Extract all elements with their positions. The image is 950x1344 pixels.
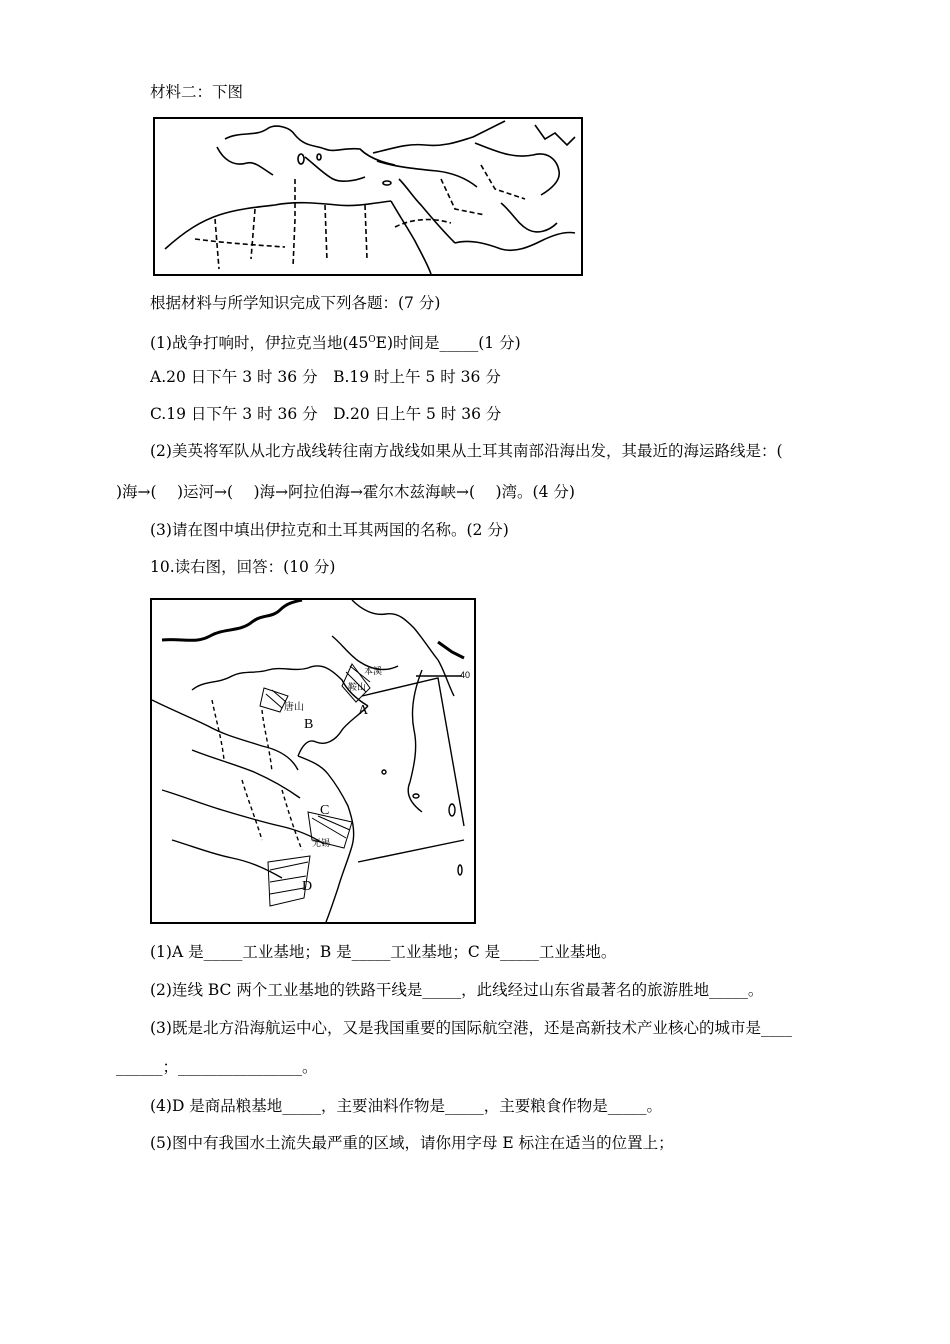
q10-part4: (4)D 是商品粮基地_____，主要油料作物是_____，主要粮食作物是_____。 <box>150 1097 663 1115</box>
q9-part2-line2: )海→( )运河→( )海→阿拉伯海→霍尔木兹海峡→( )湾。(4 分) <box>116 483 575 501</box>
q9-options-ab: A.20 日下午 3 时 36 分 B.19 时上午 5 时 36 分 <box>150 368 501 386</box>
map-label-tangshan: 唐山 <box>284 702 304 713</box>
map-label-lat-40: 40 <box>460 670 471 680</box>
q10-part3-line2: ______；________________。 <box>116 1058 318 1076</box>
q9-part3: (3)请在图中填出伊拉克和土耳其两国的名称。(2 分) <box>150 521 509 539</box>
china-industrial-map <box>150 598 476 924</box>
material2-heading: 材料二：下图 <box>150 83 244 101</box>
map-label-d: D <box>302 879 313 894</box>
map-label-c: C <box>320 803 330 818</box>
map-label-benxi: 本溪 <box>364 667 383 677</box>
q9-part1-text-b: E)时间是_____(1 分) <box>375 334 521 352</box>
q9-part1-degree: O <box>368 335 376 345</box>
q10-part1: (1)A 是_____工业基地；B 是_____工业基地；C 是_____工业基地。 <box>150 943 617 961</box>
q9-part1-text-a: (1)战争打响时，伊拉克当地(45 <box>150 334 369 352</box>
q10-title: 10.读右图，回答：(10 分) <box>150 558 336 576</box>
middle-east-map <box>153 117 583 276</box>
map-label-b: B <box>304 717 314 732</box>
q9-part2-line1: (2)美英将军队从北方战线转往南方战线如果从土耳其南部沿海出发，其最近的海运路线是：( <box>150 442 783 460</box>
q10-part5: (5)图中有我国水土流失最严重的区域，请你用字母 E 标注在适当的位置上； <box>150 1134 674 1152</box>
map-label-anshan: 鞍山 <box>348 683 367 693</box>
q9-options-cd: C.19 日下午 3 时 36 分 D.20 日上午 5 时 36 分 <box>150 405 502 423</box>
q10-part2: (2)连线 BC 两个工业基地的铁路干线是_____，此线经过山东省最著名的旅游胜地_____。 <box>150 981 764 999</box>
map-label-wuxi: 无锡 <box>312 839 331 849</box>
q9-part1 <box>150 330 521 353</box>
map-label-a: A <box>358 703 369 718</box>
q10-part3-line1: (3)既是北方沿海航运中心，又是我国重要的国际航空港，还是高新技术产业核心的城市是____ <box>150 1019 792 1037</box>
q9-intro: 根据材料与所学知识完成下列各题：(7 分) <box>150 294 441 312</box>
